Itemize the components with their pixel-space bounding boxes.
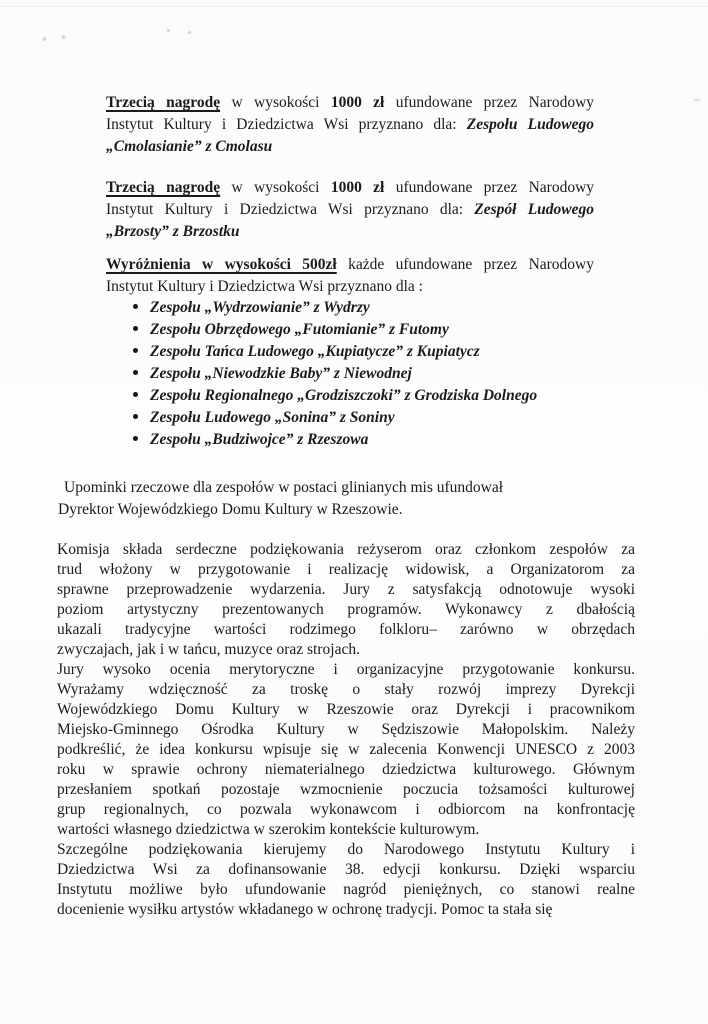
- prize-amount: 1000 zł: [330, 94, 385, 111]
- recipient-name: Zespołu Ludowego: [466, 116, 594, 133]
- body-line: grup regionalnych, co pozwala wykonawcom i odbiorcom na konfrontację: [57, 801, 635, 818]
- body-line: Instytutu możliwe było ufundowanie nagród pieniężnych, co stanowi realne: [57, 881, 635, 898]
- body-line: Wojewódzkiego Domu Kultury w Rzeszowie oraz Dyrekcji i pracownikom: [57, 701, 635, 718]
- body-line: trud włożony w przygotowanie i realizację widowisk, a Organizatorom za: [57, 561, 635, 578]
- list-item: [131, 319, 631, 341]
- ensemble-name: Zespołu „Niewodzkie Baby” z Niewodnej: [150, 365, 412, 382]
- paragraph-line: [106, 114, 594, 136]
- body-line: Komisja składa serdeczne podziękowania reżyserom oraz członkom zespołów za: [57, 541, 635, 558]
- plain-text: w wysokości: [220, 94, 331, 111]
- body-line: sprawne przeprowadzenie wydarzenia. Jury z satysfakcją odnotowuje wysoki: [57, 581, 635, 598]
- list-item: [131, 297, 631, 319]
- distinctions-paragraph: [106, 254, 594, 298]
- body-line: poziom artystyczny prezentowanych programów. Wykonawcy z dbałością: [57, 601, 635, 618]
- paragraph-line: [106, 136, 594, 158]
- bullet-icon: [133, 436, 138, 441]
- bullet-icon: [133, 370, 138, 375]
- distinction-heading: Wyróżnienia w wysokości 500zł: [106, 256, 337, 273]
- recipient-name: Zespół Ludowego: [474, 201, 594, 218]
- paragraph-line: Upominki rzeczowe dla zespołów w postaci glinianych mis ufundował: [64, 479, 504, 496]
- list-item: [131, 363, 631, 385]
- scan-speck: [62, 35, 65, 39]
- bullet-icon: [133, 304, 138, 309]
- body-line: podkreślić, że idea konkursu wpisuje się w zalecenia Konwencji UNESCO z 2003: [57, 741, 635, 758]
- body-line: docenienie wysiłku artystów wkładanego w ochronę tradycji. Pomoc ta stała się: [57, 901, 553, 918]
- gifts-paragraph: [58, 477, 618, 521]
- plain-text: Instytut Kultury i Dziedzictwa Wsi przyznano dla:: [106, 201, 475, 218]
- prize-amount: 1000 zł: [330, 179, 385, 196]
- body-line: zwyczajach, jak i w tańcu, muzyce oraz strojach.: [57, 641, 360, 658]
- body-line: Jury wysoko ocenia merytoryczne i organizacyjne przygotowanie konkursu.: [57, 661, 635, 678]
- paragraph-line: [106, 221, 594, 243]
- list-item: [131, 407, 631, 429]
- scan-speck: [694, 99, 700, 101]
- distinction-recipient-list: [131, 297, 631, 451]
- ensemble-name: Zespołu Regionalnego „Grodziszczoki” z Grodziska Dolnego: [150, 387, 538, 404]
- paragraph-line: [106, 199, 594, 221]
- recipient-name: „Cmolasianie” z Cmolasu: [106, 138, 273, 155]
- body-line: Szczególne podziękowania kierujemy do Narodowego Instytutu Kultury i: [57, 841, 635, 858]
- list-item: [131, 341, 631, 363]
- paragraph-line: [106, 92, 594, 114]
- plain-text: ufundowane przez Narodowy: [384, 179, 595, 196]
- body-line: wartości własnego dziedzictwa w szerokim kontekście kulturowym.: [57, 821, 480, 838]
- ensemble-name: Zespołu „Wydrzowianie” z Wydrzy: [150, 299, 370, 316]
- plain-text: każde ufundowane przez Narodowy: [336, 256, 594, 273]
- prize-heading: Trzecią nagrodę: [106, 94, 221, 111]
- bullet-icon: [133, 348, 138, 353]
- list-item: [131, 385, 631, 407]
- plain-text: w wysokości: [220, 179, 331, 196]
- scan-speck: [188, 31, 191, 34]
- prize-heading: Trzecią nagrodę: [106, 179, 221, 196]
- acknowledgments-text-block: [57, 540, 635, 920]
- body-line: ukazali tradycyjne wartości rodzimego folkloru– zarówno w obrzędach: [57, 621, 635, 638]
- body-line: Wyrażamy wdzięczność za troskę o stały rozwój imprezy Dyrekcji: [57, 681, 635, 698]
- body-line: Miejsko-Gminnego Ośrodka Kultury w Sędziszowie Małopolskim. Należy: [57, 721, 635, 738]
- paragraph-line: Dyrektor Wojewódzkiego Domu Kultury w Rzeszowie.: [58, 501, 403, 518]
- ensemble-name: Zespołu „Budziwojce” z Rzeszowa: [150, 431, 369, 448]
- paragraph-line: [106, 177, 594, 199]
- third-prize-paragraph-1: [106, 92, 594, 158]
- plain-text: ufundowane przez Narodowy: [384, 94, 595, 111]
- bullet-icon: [133, 326, 138, 331]
- ensemble-name: Zespołu Ludowego „Sonina” z Soniny: [150, 409, 395, 426]
- body-line: roku w sprawie ochrony niematerialnego dziedzictwa kulturowego. Głównym: [57, 761, 635, 778]
- body-line: przesłaniem spotkań pozostaje wzmocnienie poczucia tożsamości kulturowej: [57, 781, 635, 798]
- scan-edge-artifact: [0, 6, 708, 7]
- plain-text: Instytut Kultury i Dziedzictwa Wsi przyznano dla :: [106, 278, 423, 295]
- ensemble-name: Zespołu Obrzędowego „Futomianie” z Futomy: [150, 321, 449, 338]
- ensemble-name: Zespołu Tańca Ludowego „Kupiatycze” z Kupiatycz: [150, 343, 480, 360]
- third-prize-paragraph-2: [106, 177, 594, 243]
- recipient-name: „Brzosty” z Brzostku: [106, 223, 240, 240]
- bullet-icon: [133, 392, 138, 397]
- paragraph-line: [106, 254, 594, 276]
- scan-speck: [167, 29, 170, 32]
- paragraph-line: [106, 276, 594, 298]
- list-item: [131, 429, 631, 451]
- body-line: Dziedzictwa Wsi za dofinansowanie 38. edycji konkursu. Dzięki wsparciu: [57, 861, 635, 878]
- plain-text: Instytut Kultury i Dziedzictwa Wsi przyznano dla:: [106, 116, 467, 133]
- bullet-icon: [133, 414, 138, 419]
- scan-speck: [43, 37, 46, 41]
